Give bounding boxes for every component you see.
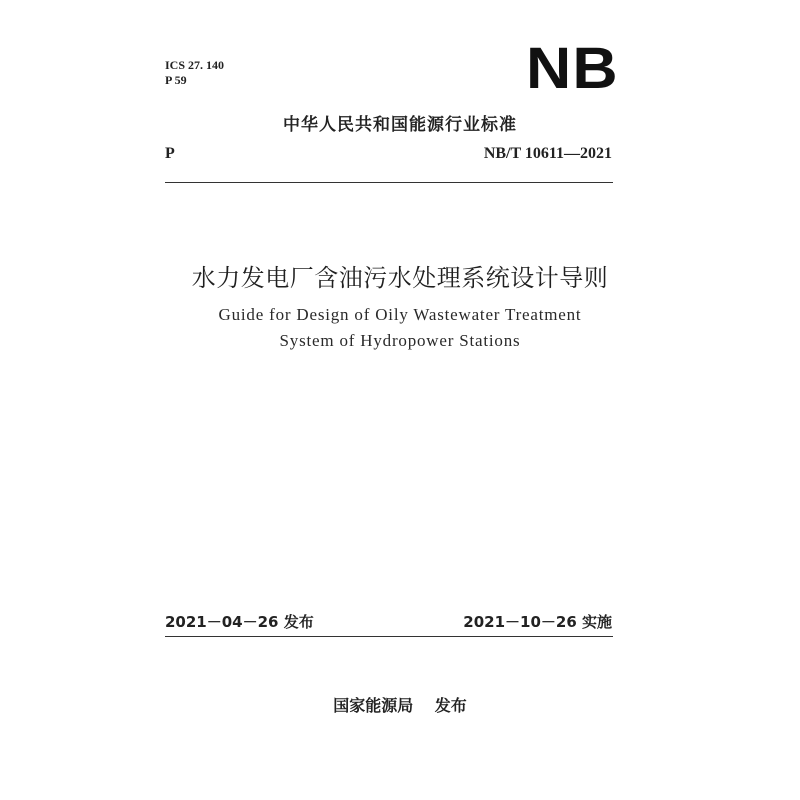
ccs-code: P 59: [165, 73, 187, 87]
standard-type-heading: 中华人民共和国能源行业标准: [283, 115, 517, 135]
publisher-line: 国家能源局 发布: [333, 696, 467, 715]
standard-number: NB/T 10611—2021: [483, 145, 612, 162]
implementation-date: 2021－10－26 实施: [463, 613, 612, 631]
chinese-title: 水力发电厂含油污水处理系统设计导则: [191, 264, 609, 292]
ics-code: ICS 27. 140: [165, 58, 225, 72]
nb-logo: NB: [526, 36, 619, 101]
bottom-divider: [165, 636, 613, 637]
english-title-line-1: Guide for Design of Oily Wastewater Treatment: [218, 305, 582, 324]
top-divider: [165, 182, 613, 183]
issue-date: 2021－04－26 发布: [165, 613, 314, 631]
classification-codes: [165, 58, 224, 88]
english-title-line-2: System of Hydropower Stations: [279, 331, 521, 350]
classification-letter: P: [165, 145, 175, 162]
